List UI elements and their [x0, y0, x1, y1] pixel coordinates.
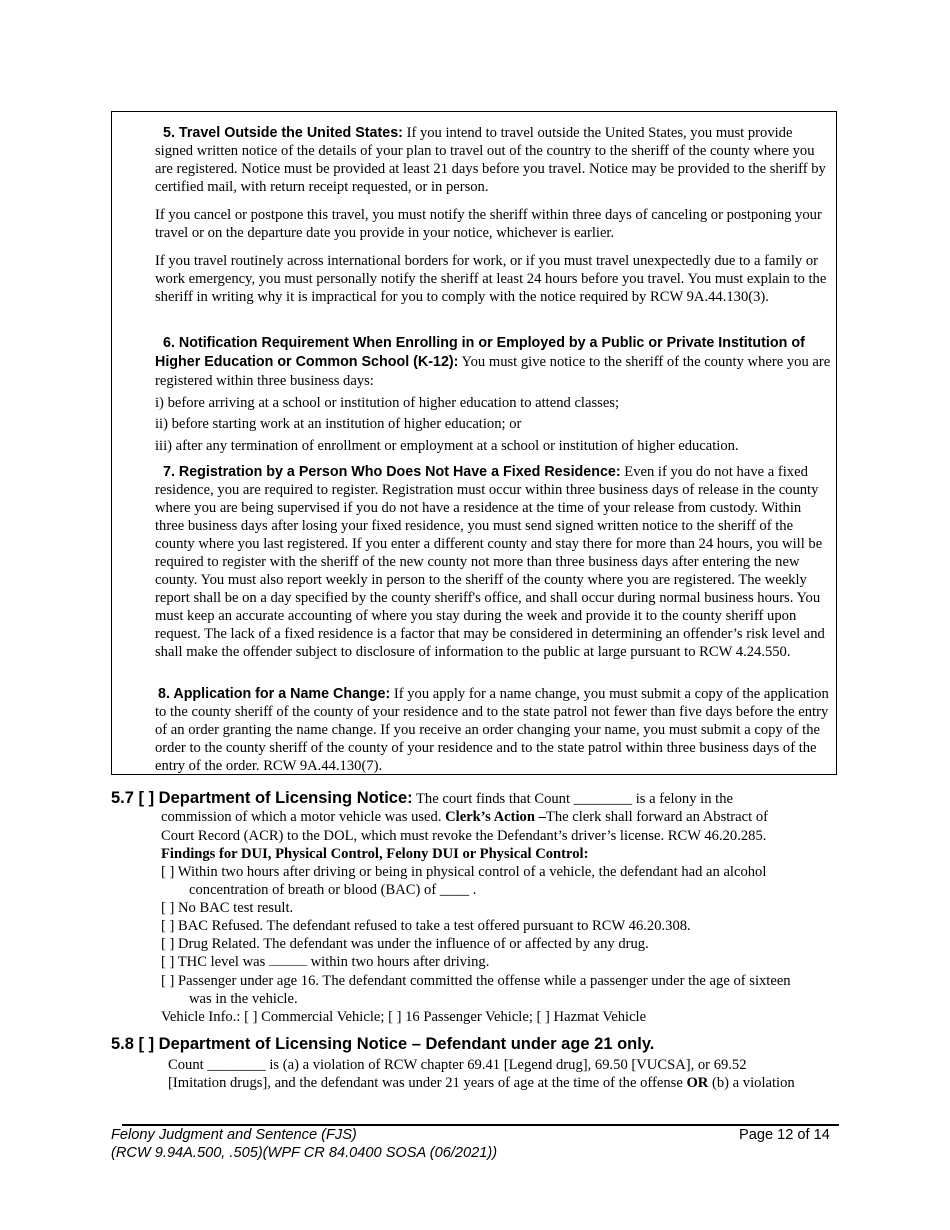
- item5-text3: If you travel routinely across international borders for work, or if you must travel unexpectedly due to a family or work emergency, you must personally notify the sheriff at least 24 hours before you travel. You must explain to the sheriff in writing why it is impractical for you to comply with the notice required by RCW 9A.44.130(3).: [155, 253, 827, 305]
- section-5-8-line1: Count ________ is (a) a violation of RCW chapter 69.41 [Legend drug], 69.50 [VUCSA], or 69.52: [168, 1057, 747, 1073]
- item7-title: 7. Registration by a Person Who Does Not Have a Fixed Residence:: [163, 464, 621, 480]
- option-bac-checkbox[interactable]: [ ] Within two hours after driving or being in physical control of a vehicle, the defendant had an alcohol: [161, 864, 767, 880]
- item6-list-item: i) before arriving at a school or institution of higher education to attend classes;: [155, 395, 620, 411]
- item6-list-item: ii) before starting work at an institution of higher education; or: [155, 416, 522, 432]
- footer-rule: [122, 1124, 839, 1126]
- option-thc-checkbox[interactable]: [161, 953, 489, 971]
- section-5-7-first-line: [111, 789, 733, 808]
- item5-text1: If you intend to travel outside the United States, you must provide signed written notice of the details of your plan to travel out of the country to the sheriff of the county where you are registered. Notice must be provided at least 21 days before you travel. Notice may be provided to the sheriff by certified mail, with return receipt requested, or in person.: [155, 125, 826, 195]
- item6-text: You must give notice to the sheriff of the county where you are registered within three business days:: [155, 354, 831, 389]
- findings-heading: Findings for DUI, Physical Control, Felony DUI or Physical Control:: [161, 846, 589, 862]
- item8-title: 8. Application for a Name Change:: [158, 686, 391, 702]
- page-number: Page 12 of 14: [739, 1127, 830, 1143]
- section-5-7-line2b: The clerk shall forward an Abstract of: [545, 809, 768, 825]
- item5-paragraph: [155, 124, 831, 196]
- item6-paragraph: [155, 334, 831, 391]
- option-thc-label: [ ] THC level was: [161, 954, 266, 970]
- footer-title: Felony Judgment and Sentence (FJS): [111, 1127, 357, 1143]
- section-5-8-line2: [168, 1074, 795, 1092]
- option-thc-label-end: within two hours after driving.: [310, 954, 490, 970]
- clerks-action-label: Clerk’s Action –: [445, 809, 546, 825]
- option-bac-refused-checkbox[interactable]: [ ] BAC Refused. The defendant refused to take a test offered pursuant to RCW 46.20.308.: [161, 918, 691, 934]
- section-5-7-line1: The court finds that Count ________ is a felony in the: [416, 791, 733, 807]
- option-drug-related-checkbox[interactable]: [ ] Drug Related. The defendant was under the influence of or affected by any drug.: [161, 936, 649, 952]
- item8-text: If you apply for a name change, you must submit a copy of the application to the county sheriff of the county of your residence and to the state patrol not fewer than five days before the entry of an order granting the name change. If you receive an order changing your name, you must submit a copy of the order to the county sheriff of the county of your residence and to the state patrol within three business days of the entry of the order. RCW 9A.44.130(7).: [155, 686, 829, 774]
- item7-text: Even if you do not have a fixed residence, you are required to register. Registration must occur within three business days of release in the county where you are being supervised if you do not have a residence at the time of your release from custody. Within three business days after losing your fixed residence, you must send signed written notice to the sheriff of the county where you last registered. If you enter a different county and stay there for more than 24 hours, you will be required to register with the sheriff of the new county not more than three business days after entering the new county. You must also report weekly in person to the sheriff of the county where you are registered. The weekly report shall be on a day specified by the county sheriff's office, and shall occur during normal business hours. You must keep an accurate accounting of where you stay during the week and provide it to the county sheriff upon request. The lack of a fixed residence is a factor that may be considered in determining an offender’s risk level and shall make the offender subject to disclosure of information to the public at large pursuant to RCW 4.24.550.: [155, 464, 825, 660]
- item5-title: 5. Travel Outside the United States:: [163, 125, 403, 141]
- section-5-7-line2-row: [161, 808, 768, 826]
- item6-title: 6. Notification Requirement When Enrolling in or Employed by a Public or Private Institution of Higher Education or Common School (K-12):: [155, 335, 805, 370]
- thc-level-field[interactable]: [269, 953, 307, 966]
- item5-text2: If you cancel or postpone this travel, you must notify the sheriff within three days of canceling or postponing your travel or on the departure date you provide in your notice, whichever is earlier.: [155, 207, 822, 241]
- item7-paragraph: [155, 463, 831, 661]
- section-5-8-line2b: (b) a violation: [712, 1075, 795, 1091]
- section-5-8-heading: 5.8 [ ] Department of Licensing Notice – Defendant under age 21 only.: [111, 1035, 655, 1053]
- section-5-7-line2: commission of which a motor vehicle was used.: [161, 809, 442, 825]
- footer-rcw: (RCW 9.94A.500, .505)(WPF CR 84.0400 SOSA (06/2021)): [111, 1145, 498, 1161]
- section-5-7-heading: 5.7 [ ] Department of Licensing Notice:: [111, 789, 413, 807]
- item6-list-item: iii) after any termination of enrollment or employment at a school or institution of higher education.: [155, 438, 739, 454]
- option-passenger-checkbox[interactable]: [ ] Passenger under age 16. The defendant committed the offense while a passenger under the age of sixteen: [161, 973, 791, 989]
- section-5-8-line2a: [Imitation drugs], and the defendant was under 21 years of age at the time of the offense: [168, 1075, 683, 1091]
- option-passenger-continued: was in the vehicle.: [189, 991, 298, 1007]
- or-label: OR: [686, 1075, 709, 1091]
- option-no-bac-checkbox[interactable]: [ ] No BAC test result.: [161, 900, 294, 916]
- item8-paragraph: [155, 685, 831, 775]
- vehicle-info-line[interactable]: Vehicle Info.: [ ] Commercial Vehicle; [ ] 16 Passenger Vehicle; [ ] Hazmat Vehicle: [161, 1009, 647, 1025]
- option-bac-continued: concentration of breath or blood (BAC) of ____ .: [189, 882, 477, 898]
- section-5-7-line3: Court Record (ACR) to the DOL, which must revoke the Defendant’s driver’s license. RCW 46.20.285.: [161, 828, 767, 844]
